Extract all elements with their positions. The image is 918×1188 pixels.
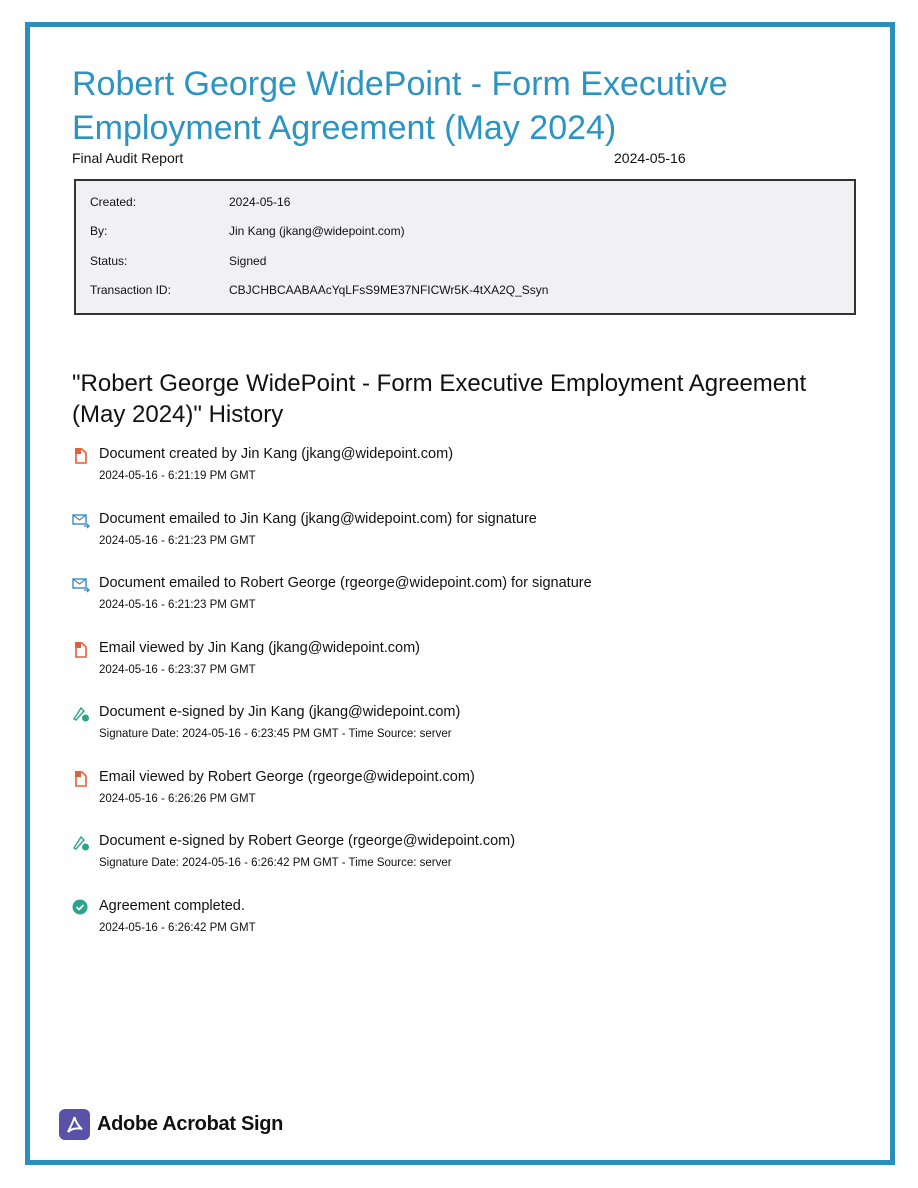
- event-detail: 2024-05-16 - 6:21:23 PM GMT: [99, 599, 256, 611]
- event-text: Email viewed by Jin Kang (jkang@widepoint.com): [99, 639, 420, 656]
- summary-row: [90, 224, 405, 238]
- summary-value: Signed: [229, 254, 267, 268]
- summary-row: [90, 254, 267, 268]
- event-text: Email viewed by Robert George (rgeorge@widepoint.com): [99, 768, 475, 785]
- summary-value: CBJCHBCAABAAcYqLFsS9ME37NFICWr5K-4tXA2Q_Ssyn: [229, 283, 549, 297]
- document-icon: [72, 447, 90, 465]
- document-title: Robert George WidePoint - Form Executive Employment Agreement (May 2024): [72, 65, 728, 147]
- report-subtitle: Final Audit Report: [72, 150, 184, 166]
- summary-label: By:: [90, 224, 108, 238]
- event-text: Agreement completed.: [99, 897, 245, 914]
- event-text: Document e-signed by Jin Kang (jkang@widepoint.com): [99, 704, 461, 720]
- event-detail: 2024-05-16 - 6:21:23 PM GMT: [99, 534, 256, 547]
- summary-value: Jin Kang (jkang@widepoint.com): [229, 224, 405, 238]
- check-circle-icon: [72, 899, 90, 917]
- event-text: Document emailed to Robert George (rgeorge@widepoint.com) for signature: [99, 575, 592, 591]
- event-detail: 2024-05-16 - 6:21:19 PM GMT: [99, 470, 256, 482]
- summary-box: [74, 179, 856, 315]
- esign-icon: [72, 834, 90, 852]
- summary-label: Status:: [90, 254, 128, 268]
- report-date: 2024-05-16: [614, 150, 686, 166]
- summary-row: [90, 195, 291, 209]
- event-detail: Signature Date: 2024-05-16 - 6:23:45 PM GMT - Time Source: server: [99, 728, 452, 740]
- event-text: Document emailed to Jin Kang (jkang@widepoint.com) for signature: [99, 510, 537, 527]
- event-text: Document created by Jin Kang (jkang@widepoint.com): [99, 446, 454, 462]
- document-icon: [72, 770, 90, 788]
- summary-label: Created:: [90, 195, 137, 209]
- event-text: Document e-signed by Robert George (rgeorge@widepoint.com): [99, 833, 516, 849]
- document-icon: [72, 641, 90, 659]
- event-detail: 2024-05-16 - 6:26:26 PM GMT: [99, 792, 256, 805]
- event-detail: Signature Date: 2024-05-16 - 6:26:42 PM GMT - Time Source: server: [99, 857, 452, 869]
- event-detail: 2024-05-16 - 6:23:37 PM GMT: [99, 663, 256, 676]
- esign-icon: [72, 705, 90, 723]
- email-icon: [72, 576, 90, 594]
- email-icon: [72, 512, 90, 530]
- summary-value: 2024-05-16: [229, 195, 291, 209]
- summary-row: [90, 283, 549, 297]
- history-heading: "Robert George WidePoint - Form Executive Employment Agreement (May 2024)" History: [72, 370, 807, 428]
- acrobat-logo-icon: [59, 1109, 90, 1140]
- brand-name: Adobe Acrobat Sign: [97, 1113, 284, 1135]
- summary-label: Transaction ID:: [90, 283, 171, 297]
- event-detail: 2024-05-16 - 6:26:42 PM GMT: [99, 921, 256, 934]
